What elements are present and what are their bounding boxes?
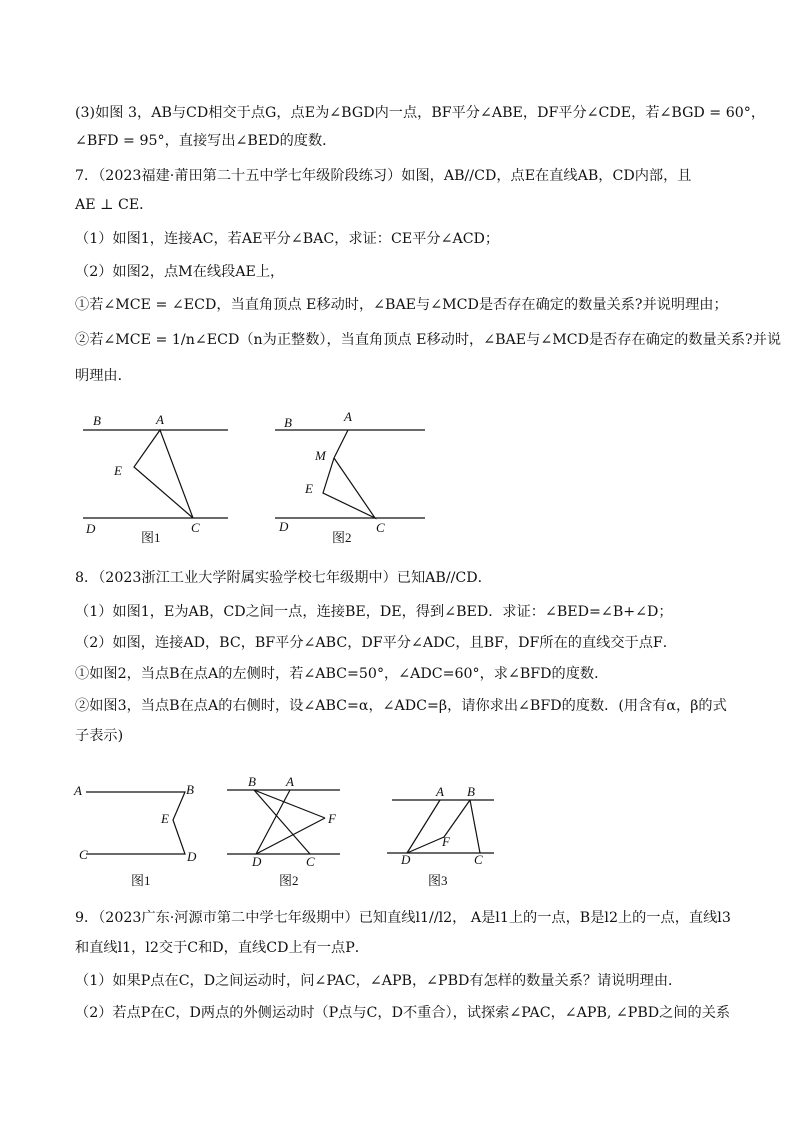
segment-ad [256,790,290,854]
label-b: B [186,782,194,797]
label-b: B [467,784,475,799]
text-line-11: （1）如图1，E为AB，CD之间一点，连接BE，DE，得到∠BED．求证：∠BED=∠B+∠D； [75,604,673,620]
caption: 图1 [131,873,151,888]
label-c: C [474,852,483,867]
q7-figure-1 [78,405,248,550]
label-a: A [286,774,294,789]
segment-df [256,818,325,854]
label-d: D [401,852,411,867]
label-a: A [156,412,164,427]
label-a: A [344,409,352,424]
caption: 图3 [428,873,448,888]
label-c: C [191,520,200,535]
q8-figure-1 [70,770,210,890]
label-c: C [306,854,315,869]
text-line-19: （2）若点P在C，D两点的外侧运动时（P点与C，D不重合），试探索∠PAC，∠APB, ∠PBD之间的关系 [75,1005,731,1021]
text-line-15: 子表示) [75,728,124,744]
text-line-14: ②如图3，当点B在点A的右侧时，设∠ABC=α，∠ADC=β，请你求出∠BFD的度数．(用含有α，β的式 [75,698,727,714]
label-d: D [279,519,289,534]
q8-figure-3 [382,770,512,890]
label-m: M [315,448,326,463]
label-a: A [436,784,444,799]
segment-bc [254,790,310,854]
text-line-5: （1）如图1，连接AC，若AE平分∠BAC，求证：CE平分∠ACD； [75,231,500,247]
label-d: D [86,521,96,536]
text-line-13: ①如图2，当点B在点A的左侧时，若∠ABC=50°，∠ADC=60°，求∠BFD的度数． [75,666,609,682]
triangle-aec [323,430,375,518]
label-e: E [114,463,122,478]
text-line-17: 和直线l1，l2交于C和D，直线CD上有一点P． [75,940,369,956]
label-d: D [252,854,262,869]
label-c: C [376,520,385,535]
label-f: F [328,811,336,826]
label-c: C [79,847,88,862]
label-f: F [442,834,450,849]
text-line-1: (3)如图 3，AB与CD相交于点G，点E为∠BGD内一点，BF平分∠ABE，DF平分∠CDE，若∠BGD = 60°， [75,105,766,121]
label-b: B [284,415,292,430]
text-line-6: （2）如图2，点M在线段AE上， [75,264,285,280]
label-b: B [93,413,101,428]
text-line-7: ①若∠MCE = ∠ECD，当直角顶点 E移动时，∠BAE与∠MCD是否存在确定的数量关系?并说明理由； [75,297,728,313]
caption: 图2 [332,530,352,545]
zigzag-bed [173,792,185,854]
label-e: E [305,481,313,496]
caption: 图2 [279,873,299,888]
text-line-3: 7．（2023福建·莆田第二十五中学七年级阶段练习）如图，AB//CD，点E在直线AB，CD内部，且 [75,168,692,184]
triangle-aec [134,430,193,518]
segment-bf [444,800,470,837]
q7-figure-2 [270,405,435,550]
text-line-16: 9．（2023广东·河源市第二中学七年级期中）已知直线l1//l2， A是l1上的一点，B是l2上的一点，直线l3 [75,910,731,926]
segment-ad [407,800,440,853]
text-line-18: （1）如果P点在C，D之间运动时，问∠PAC，∠APB，∠PBD有怎样的数量关系？请说明理由． [75,973,683,989]
text-line-10: 8．（2023浙江工业大学附属实验学校七年级期中）已知AB//CD． [75,570,492,586]
label-e: E [161,811,169,826]
caption: 图1 [141,530,161,545]
segment-bf [254,790,325,818]
label-d: D [187,849,197,864]
text-line-12: （2）如图，连接AD，BC，BF平分∠ABC，DF平分∠ADC，且BF，DF所在的直线交于点F． [75,635,677,651]
text-line-9: 明理由． [75,368,132,384]
text-line-8: ②若∠MCE = 1/n∠ECD（n为正整数），当直角顶点 E移动时，∠BAE与∠MCD是否存在确定的数量关系?并说 [75,332,782,348]
label-a: A [74,783,82,798]
segment-bc [470,800,480,853]
text-line-2: ∠BFD = 95°，直接写出∠BED的度数． [75,133,337,149]
text-line-4: AE ⊥ CE． [75,197,154,213]
q8-figure-2 [222,770,352,890]
label-b: B [248,774,256,789]
